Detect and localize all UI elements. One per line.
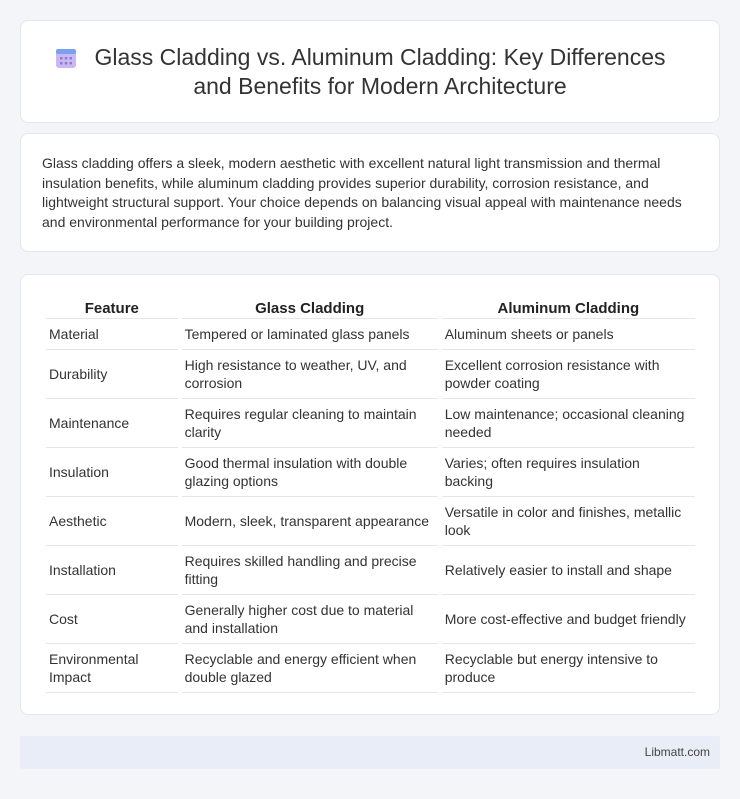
header-feature: Feature bbox=[46, 297, 178, 319]
header-aluminum: Aluminum Cladding bbox=[442, 297, 695, 319]
glass-cell: Good thermal insulation with double glazing options bbox=[182, 448, 438, 497]
feature-cell: Cost bbox=[46, 595, 178, 644]
table-row bbox=[46, 399, 695, 448]
table-row bbox=[46, 497, 695, 546]
footer-brand-link[interactable]: Libmatt.com bbox=[644, 745, 710, 759]
intro-card bbox=[20, 133, 720, 252]
table-row bbox=[46, 319, 695, 350]
feature-cell: Material bbox=[46, 319, 178, 350]
comparison-card bbox=[20, 274, 720, 715]
glass-cell: High resistance to weather, UV, and corrosion bbox=[182, 350, 438, 399]
glass-cell: Tempered or laminated glass panels bbox=[182, 319, 438, 350]
title-card bbox=[20, 20, 720, 123]
aluminum-cell: Low maintenance; occasional cleaning needed bbox=[442, 399, 695, 448]
aluminum-cell: Excellent corrosion resistance with powder coating bbox=[442, 350, 695, 399]
feature-cell: Environmental Impact bbox=[46, 644, 178, 693]
feature-cell: Installation bbox=[46, 546, 178, 595]
feature-cell: Aesthetic bbox=[46, 497, 178, 546]
feature-cell: Maintenance bbox=[46, 399, 178, 448]
feature-cell: Insulation bbox=[46, 448, 178, 497]
table-row bbox=[46, 644, 695, 693]
aluminum-cell: Relatively easier to install and shape bbox=[442, 546, 695, 595]
aluminum-cell: More cost-effective and budget friendly bbox=[442, 595, 695, 644]
header-glass: Glass Cladding bbox=[182, 297, 438, 319]
aluminum-cell: Recyclable but energy intensive to produce bbox=[442, 644, 695, 693]
feature-cell: Durability bbox=[46, 350, 178, 399]
table-row bbox=[46, 595, 695, 644]
glass-cell: Generally higher cost due to material and installation bbox=[182, 595, 438, 644]
glass-cell: Requires regular cleaning to maintain clarity bbox=[182, 399, 438, 448]
table-row bbox=[46, 448, 695, 497]
aluminum-cell: Varies; often requires insulation backing bbox=[442, 448, 695, 497]
intro-paragraph: Glass cladding offers a sleek, modern aesthetic with excellent natural light transmission and thermal insulation benefits, while aluminum cladding provides superior durability, corrosion resistance, and lightweight structural support. Your choice depends on balancing visual appeal with maintenance needs and environmental performance for your building project. bbox=[42, 155, 682, 230]
footer-bar bbox=[20, 736, 720, 769]
aluminum-cell: Aluminum sheets or panels bbox=[442, 319, 695, 350]
glass-cell: Requires skilled handling and precise fitting bbox=[182, 546, 438, 595]
glass-cell: Recyclable and energy efficient when double glazed bbox=[182, 644, 438, 693]
aluminum-cell: Versatile in color and finishes, metallic look bbox=[442, 497, 695, 546]
page-title: Glass Cladding vs. Aluminum Cladding: Key Differences and Benefits for Modern Architecture bbox=[94, 43, 666, 99]
table-header-row bbox=[46, 297, 695, 319]
table-row bbox=[46, 350, 695, 399]
glass-cell: Modern, sleek, transparent appearance bbox=[182, 497, 438, 546]
comparison-table bbox=[42, 297, 699, 693]
table-row bbox=[46, 546, 695, 595]
